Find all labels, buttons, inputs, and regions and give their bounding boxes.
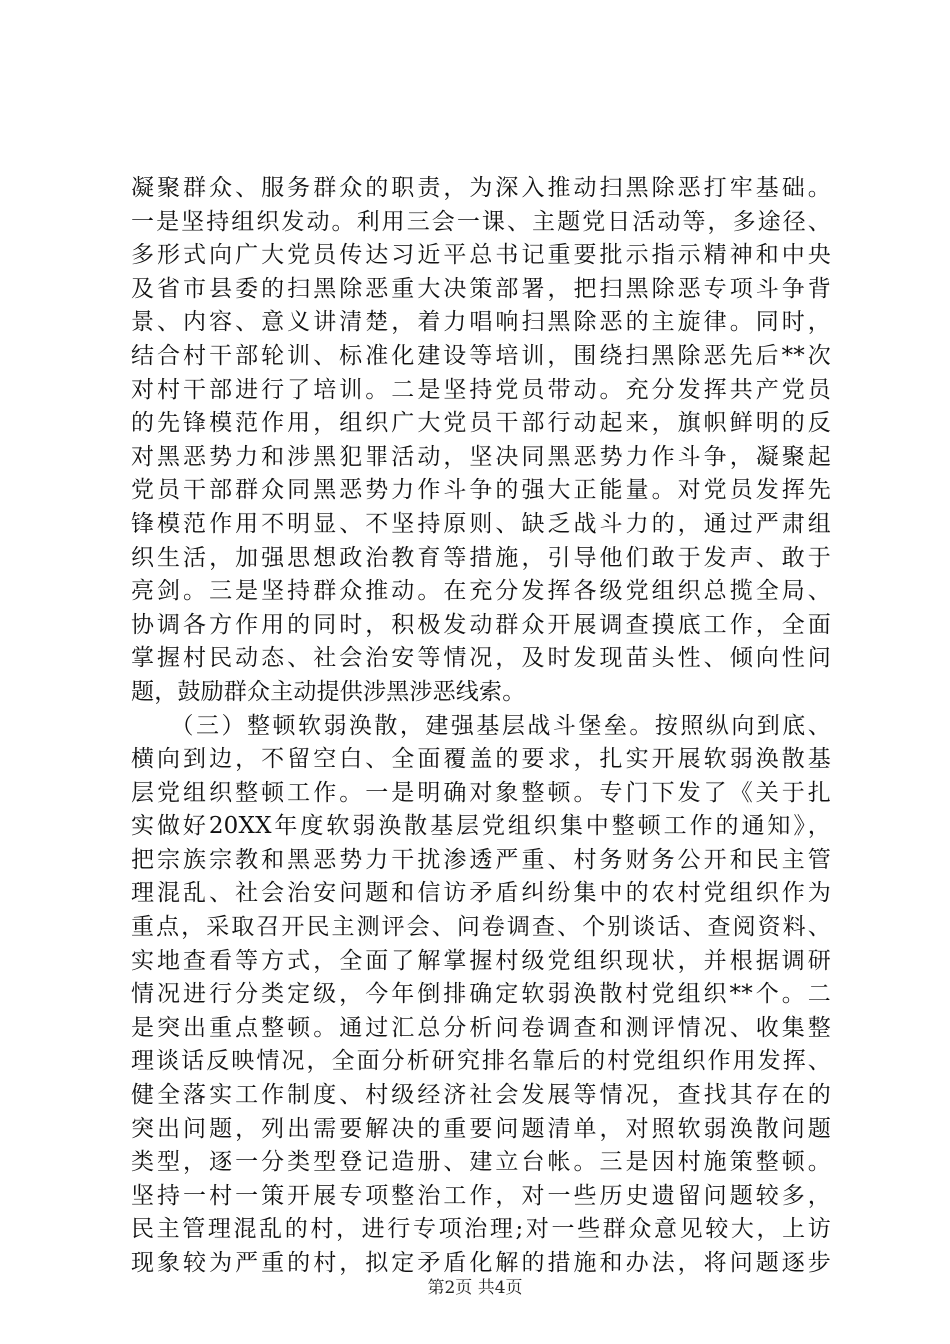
page-footer: [0, 1276, 950, 1300]
text-line: 结合村干部轮训、标准化建设等培训，围绕扫黑除恶先后**次: [131, 342, 831, 369]
text-line: 景、内容、意义讲清楚，着力唱响扫黑除恶的主旋律。同时，: [131, 309, 831, 336]
text-line: 民主管理混乱的村，进行专项治理;对一些群众意见较大，上访: [131, 1216, 831, 1243]
text-line: （三）整顿软弱涣散，建强基层战斗堡垒。按照纵向到底、: [131, 712, 831, 739]
text-line: 实做好20XX年度软弱涣散基层党组织集中整顿工作的通知》，: [131, 813, 831, 840]
text-line: 理混乱、社会治安问题和信访矛盾纠纷集中的农村党组织作为: [131, 880, 831, 907]
text-line: 协调各方作用的同时，积极发动群众开展调查摸底工作，全面: [131, 611, 831, 638]
text-line: 层党组织整顿工作。一是明确对象整顿。专门下发了《关于扎: [131, 779, 831, 806]
text-line: 凝聚群众、服务群众的职责，为深入推动扫黑除恶打牢基础。: [131, 175, 831, 201]
text-line: 对黑恶势力和涉黑犯罪活动，坚决同黑恶势力作斗争，凝聚起: [131, 443, 831, 470]
text-line: 情况进行分类定级，今年倒排确定软弱涣散村党组织**个。二: [131, 981, 831, 1008]
text-line: 理谈话反映情况，全面分析研究排名靠后的村党组织作用发挥、: [131, 1048, 831, 1075]
paragraph-2: [131, 710, 831, 1281]
text-line: 的先锋模范作用，组织广大党员干部行动起来，旗帜鲜明的反: [131, 410, 831, 437]
page-number: 第2页 共4页: [427, 1278, 523, 1298]
text-line: 一是坚持组织发动。利用三会一课、主题党日活动等，多途径、: [131, 208, 831, 235]
text-line: 织生活，加强思想政治教育等措施，引导他们敢于发声、敢于: [131, 544, 831, 571]
text-line: 掌握村民动态、社会治安等情况，及时发现苗头性、倾向性问: [131, 645, 831, 672]
text-line: 及省市县委的扫黑除恶重大决策部署，把扫黑除恶专项斗争背: [131, 275, 831, 302]
text-line: 现象较为严重的村，拟定矛盾化解的措施和办法，将问题逐步: [131, 1250, 831, 1276]
text-line: 党员干部群众同黑恶势力作斗争的强大正能量。对党员发挥先: [131, 477, 831, 504]
text-line: 类型，逐一分类型登记造册、建立台帐。三是因村施策整顿。: [131, 1149, 831, 1176]
text-line: 把宗族宗教和黑恶势力干扰渗透严重、村务财务公开和民主管: [131, 846, 831, 873]
text-line: 多形式向广大党员传达习近平总书记重要批示指示精神和中央: [131, 242, 831, 269]
text-line: 是突出重点整顿。通过汇总分析问卷调查和测评情况、收集整: [131, 1014, 831, 1041]
text-line: 突出问题，列出需要解决的重要问题清单，对照软弱涣散问题: [131, 1115, 831, 1142]
text-line: 锋模范作用不明显、不坚持原则、缺乏战斗力的，通过严肃组: [131, 510, 831, 537]
text-line: 对村干部进行了培训。二是坚持党员带动。充分发挥共产党员: [131, 376, 831, 403]
text-line: 亮剑。三是坚持群众推动。在充分发挥各级党组织总揽全局、: [131, 578, 831, 605]
text-line: 横向到边，不留空白、全面覆盖的要求，扎实开展软弱涣散基: [131, 746, 831, 773]
paragraph-1: [131, 172, 831, 710]
document-body: [131, 172, 831, 1281]
text-line: 健全落实工作制度、村级经济社会发展等情况，查找其存在的: [131, 1082, 831, 1109]
text-line: 题，鼓励群众主动提供涉黑涉恶线索。: [131, 678, 526, 705]
text-line: 坚持一村一策开展专项整治工作，对一些历史遗留问题较多，: [131, 1182, 831, 1209]
text-line: 实地查看等方式，全面了解掌握村级党组织现状，并根据调研: [131, 947, 831, 974]
text-line: 重点，采取召开民主测评会、问卷调查、个别谈话、查阅资料、: [131, 914, 831, 941]
